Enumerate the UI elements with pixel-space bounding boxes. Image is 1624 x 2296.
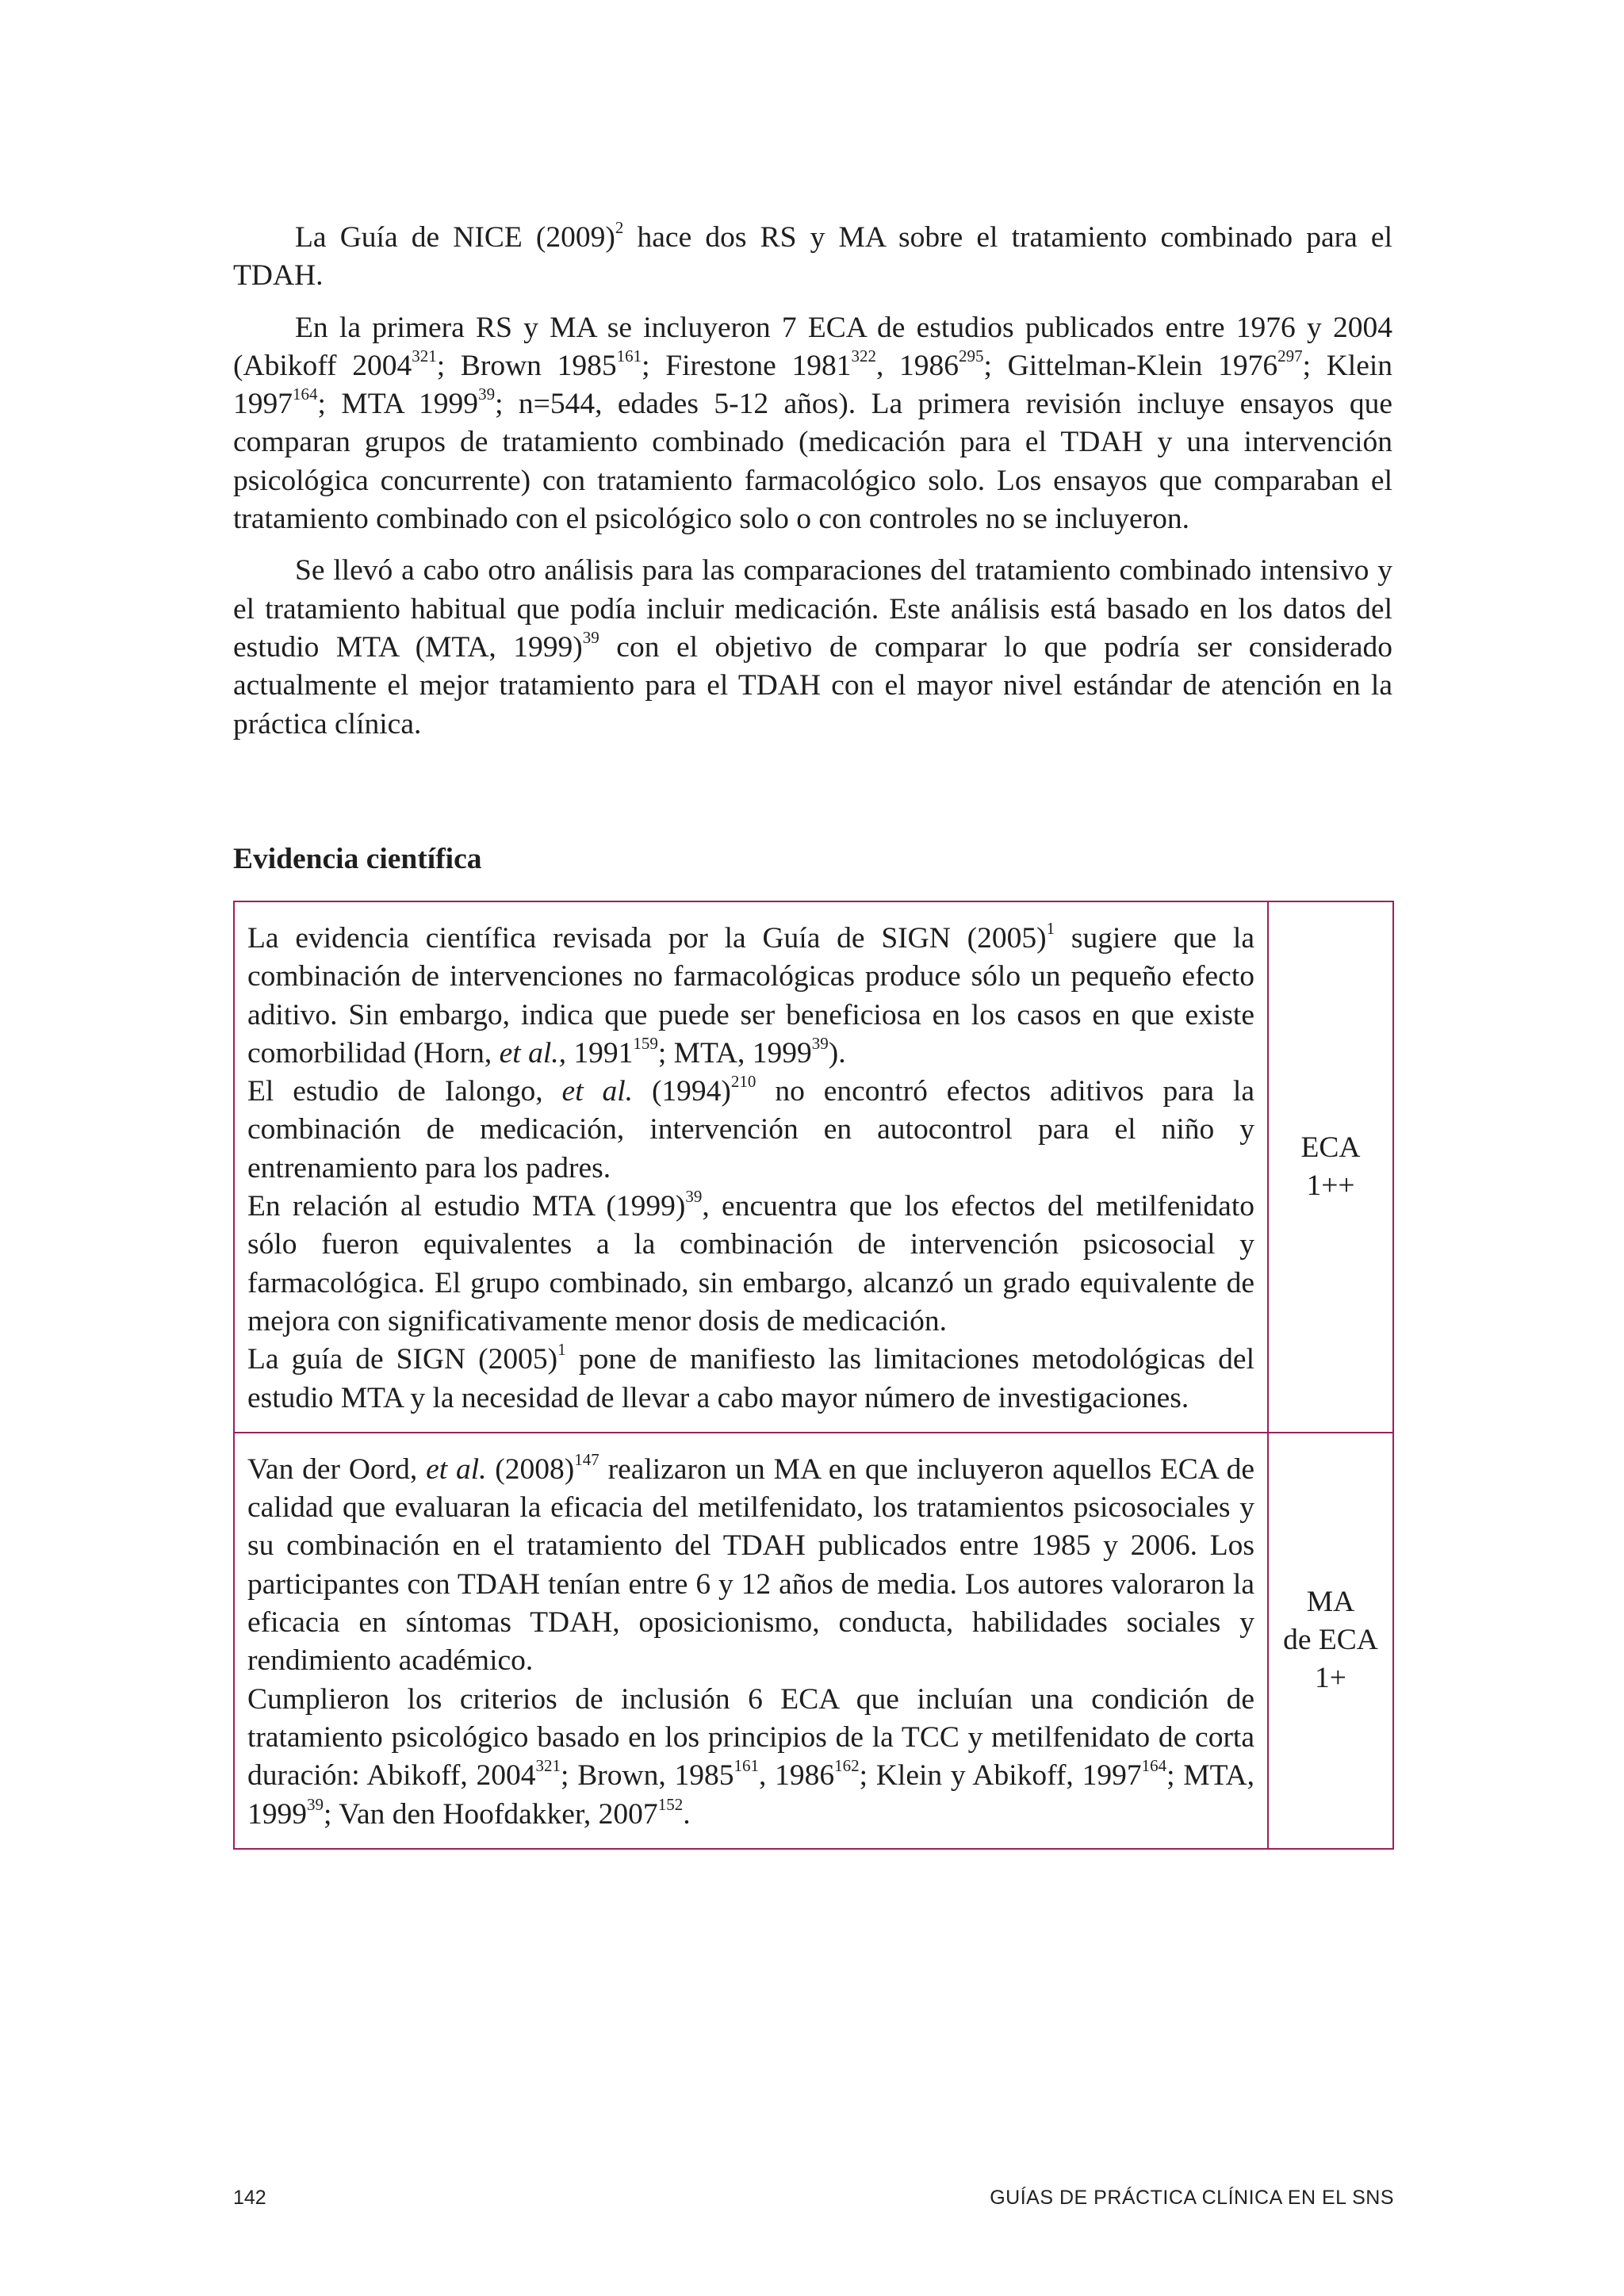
text-run: (1994) xyxy=(633,1075,731,1108)
text-run: ). xyxy=(828,1036,846,1070)
evidence-line xyxy=(247,1073,1254,1188)
paragraph-second-analysis xyxy=(233,552,1392,743)
italic-run: et al., xyxy=(499,1036,566,1070)
citation-ref: 39 xyxy=(685,1186,703,1206)
evidence-line xyxy=(247,1451,1254,1681)
citation-ref: 321 xyxy=(535,1756,561,1776)
text-run: sugiere que la combinación de intervenciones no farmacológicas produce sólo un pequeño efecto aditivo. Sin embargo, indica que puede ser beneficiosa en los casos en que existe comorbilidad (Horn, xyxy=(247,922,1254,1070)
text-run: ; MTA 1999 xyxy=(317,388,479,421)
evidence-level-label: de ECA xyxy=(1283,1624,1378,1657)
evidence-row xyxy=(234,901,1393,1433)
text-run: 1991 xyxy=(566,1036,634,1070)
text-run: realizaron un MA en que incluyeron aquellos ECA de calidad que evaluaran la eficacia del metilfenidato, los tratamientos psicosociales y su combinación en el tratamiento del TDAH publicados entre 1985 y 2006. Los participantes con TDAH tenían entre 6 y 12 años de media. Los autores valoraron la eficacia en síntomas TDAH, oposicionismo, conducta, habilidades sociales y rendimiento académico. xyxy=(247,1452,1255,1678)
text-run: ; Klein y Abikoff, 1997 xyxy=(859,1759,1142,1793)
citation-ref: 297 xyxy=(1277,346,1303,365)
citation-ref: 1 xyxy=(1046,918,1055,938)
text-run: hace dos RS y MA sobre el tratamiento combinado para el TDAH. xyxy=(233,221,1392,293)
evidence-line xyxy=(247,1188,1254,1341)
paragraph-nice-intro xyxy=(233,219,1392,296)
text-run: La evidencia científica revisada por la Guía de SIGN (2005) xyxy=(247,922,1047,955)
evidence-level-cell xyxy=(1268,901,1393,1433)
citation-ref: 164 xyxy=(1141,1756,1167,1776)
italic-run: et al. xyxy=(426,1452,487,1486)
text-run: (2008) xyxy=(486,1452,575,1486)
text-run: El estudio de Ialongo, xyxy=(247,1075,562,1108)
evidence-level-grade: 1+ xyxy=(1315,1662,1346,1695)
citation-ref: 210 xyxy=(730,1071,756,1091)
text-run: La guía de SIGN (2005) xyxy=(247,1343,558,1376)
citation-ref: 164 xyxy=(293,384,318,404)
text-run: Cumplieron los criterios de inclusión 6 ECA que incluían una condición de tratamiento psicológico basado en los principios de la TCC y metilfenidato de corta duración: Abikoff, 2004 xyxy=(247,1682,1254,1793)
citation-ref: 39 xyxy=(478,384,496,404)
evidence-level-grade: 1++ xyxy=(1306,1169,1355,1202)
text-run: ; Brown 1985 xyxy=(436,349,617,382)
text-run: con el objetivo de comparar lo que podría ser considerado actualmente el mejor tratamiento para el TDAH con el mayor nivel estándar de atención en la práctica clínica. xyxy=(233,630,1392,740)
evidence-line xyxy=(247,1681,1254,1834)
text-run: ; Gittelman-Klein 1976 xyxy=(983,349,1278,382)
text-run: En relación al estudio MTA (1999) xyxy=(247,1190,686,1223)
text-run: , encuentra que los efectos del metilfenidato sólo fueron equivalentes a la combinación de intervención psicosocial y farmacológica. El grupo combinado, sin embargo, alcanzó un grado equivalente de mejora con significativamente menor dosis de medicación. xyxy=(247,1190,1254,1337)
text-run: En la primera RS y MA se incluyeron 7 ECA de estudios publicados entre 1976 y 2004 (Abikoff 2004 xyxy=(233,311,1392,382)
evidence-line xyxy=(247,920,1254,1073)
citation-ref: 322 xyxy=(851,346,876,365)
evidence-level-label: ECA xyxy=(1300,1131,1361,1164)
citation-ref: 1 xyxy=(557,1340,566,1360)
citation-ref: 162 xyxy=(834,1756,860,1776)
evidence-table xyxy=(233,901,1394,1850)
paragraph-first-review xyxy=(233,309,1392,539)
text-run: ; MTA, 1999 xyxy=(247,1759,1254,1831)
text-run: ; Firestone 1981 xyxy=(642,349,852,382)
text-run: Se llevó a cabo otro análisis para las comparaciones del tratamiento combinado intensivo y el tratamiento habitual que podía incluir medicación. Este análisis está basado en los datos del estudio MTA (MTA, 1999) xyxy=(233,554,1392,664)
text-run: ; Klein 1997 xyxy=(233,349,1393,421)
citation-ref: 161 xyxy=(733,1756,759,1776)
citation-ref: 295 xyxy=(959,346,984,365)
text-run: . xyxy=(683,1797,691,1831)
text-run: pone de manifiesto las limitaciones metodológicas del estudio MTA y la necesidad de llevar a cabo mayor número de investigaciones. xyxy=(247,1343,1254,1414)
evidence-level-cell xyxy=(1268,1433,1393,1849)
text-run: , 1986 xyxy=(875,349,959,382)
text-run: Van der Oord, xyxy=(247,1452,427,1486)
citation-ref: 159 xyxy=(633,1033,658,1053)
citation-ref: 39 xyxy=(582,627,599,647)
citation-ref: 39 xyxy=(307,1794,324,1814)
text-run: La Guía de NICE (2009) xyxy=(295,221,615,254)
evidence-row xyxy=(234,1433,1393,1849)
text-run: ; n=544, edades 5-12 años). La primera revisión incluye ensayos que comparan grupos de tratamiento combinado (medicación para el TDAH y una intervención psicológica concurrente) con tratamiento farmacológico solo. Los ensayos que comparaban el tratamiento combinado con el psicológico solo o con controles no se incluyeron. xyxy=(233,388,1392,536)
citation-ref: 147 xyxy=(574,1449,599,1469)
evidence-text-cell xyxy=(234,1433,1268,1849)
text-run: ; Brown, 1985 xyxy=(561,1759,734,1793)
body-text xyxy=(233,219,1392,757)
text-run: ; Van den Hoofdakker, 2007 xyxy=(324,1797,658,1831)
text-run: , 1986 xyxy=(758,1759,835,1793)
citation-ref: 2 xyxy=(615,217,624,237)
citation-ref: 321 xyxy=(412,346,437,365)
citation-ref: 39 xyxy=(811,1033,829,1053)
evidence-line xyxy=(247,1341,1254,1418)
running-footer-title: GUÍAS DE PRÁCTICA CLÍNICA EN EL SNS xyxy=(990,2187,1394,2209)
text-run: no encontró efectos aditivos para la combinación de medicación, intervención en autocontrol para el niño y entrenamiento para los padres. xyxy=(247,1075,1254,1184)
citation-ref: 161 xyxy=(616,346,642,365)
citation-ref: 152 xyxy=(657,1794,684,1814)
evidence-text-cell xyxy=(234,901,1268,1433)
evidence-level-label: MA xyxy=(1306,1585,1355,1618)
italic-run: et al. xyxy=(561,1075,634,1108)
section-heading: Evidencia científica xyxy=(233,843,482,875)
page-number: 142 xyxy=(233,2187,266,2209)
text-run: ; MTA, 1999 xyxy=(657,1036,812,1070)
